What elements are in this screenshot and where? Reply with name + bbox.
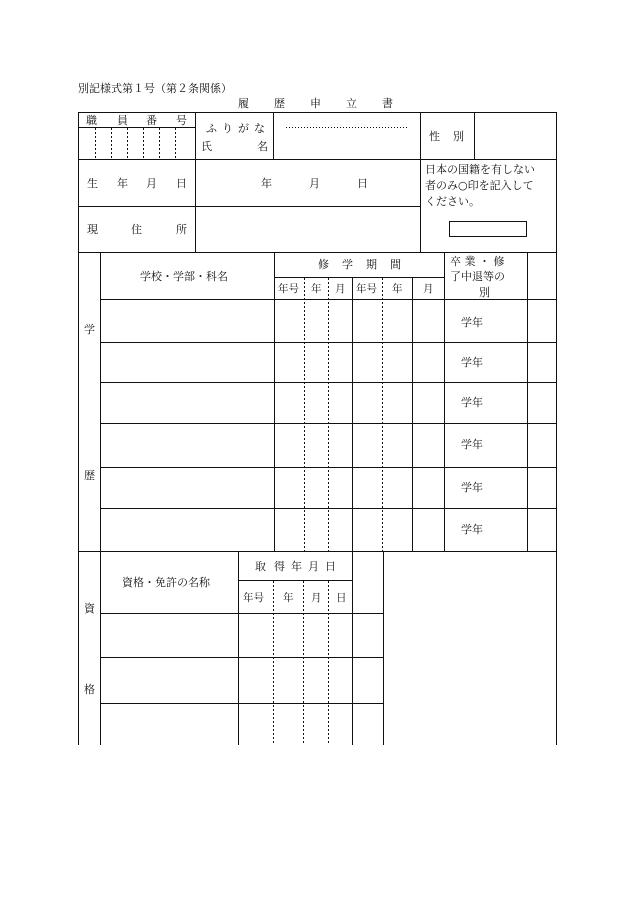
birth-char: 月 — [146, 177, 157, 190]
education-side-label: 学 — [84, 323, 95, 336]
grade-unit: 学年 — [461, 481, 483, 494]
school-name-field[interactable] — [102, 469, 273, 507]
acquisition-char: 月 — [308, 560, 319, 573]
birth-char: 年 — [117, 177, 128, 190]
address-field[interactable] — [197, 208, 419, 251]
qualification-name-field[interactable] — [102, 615, 237, 656]
qualification-name-field[interactable] — [102, 659, 237, 702]
birth-month-unit: 月 — [309, 177, 320, 190]
name-char: 氏 — [201, 140, 212, 153]
staff-number-char: 号 — [176, 114, 187, 127]
nationality-note-line: ください。 — [425, 195, 480, 208]
title-char: 立 — [346, 97, 357, 110]
title-char: 履 — [238, 97, 249, 110]
acquisition-date-field[interactable] — [240, 705, 351, 744]
status-header-line: 了中退等の — [450, 270, 505, 283]
date-subheader-year: 年 — [283, 592, 294, 604]
form-number-label: 別記様式第１号（第２条関係） — [78, 82, 232, 95]
nationality-note-line: 日本の国籍を有しない — [425, 163, 535, 176]
furigana-label: ふりがな — [206, 122, 270, 135]
birth-year-unit: 年 — [261, 177, 272, 190]
staff-number-char: 員 — [117, 114, 128, 127]
nationality-mark-box[interactable] — [450, 222, 526, 236]
period-subheader-month: 月 — [335, 283, 346, 295]
sex-field[interactable] — [476, 114, 555, 158]
period-subheader-year: 年 — [392, 283, 403, 295]
acquisition-date-field[interactable] — [240, 615, 351, 656]
grade-unit: 学年 — [461, 438, 483, 451]
grade-unit: 学年 — [461, 316, 483, 329]
title-char: 歴 — [274, 97, 285, 110]
education-side-label: 歴 — [84, 469, 95, 482]
qualification-side-label: 格 — [84, 683, 95, 696]
address-char: 所 — [176, 223, 187, 236]
address-char: 住 — [131, 223, 142, 236]
school-name-field[interactable] — [102, 344, 273, 381]
period-char: 学 — [342, 258, 353, 271]
qualification-name-field[interactable] — [102, 705, 237, 744]
nationality-note-line: 者のみ○印を記入して — [425, 179, 534, 192]
period-subheader-month: 月 — [423, 283, 434, 295]
qualification-name-header: 資格・免許の名称 — [122, 576, 210, 589]
date-subheader-month: 月 — [311, 592, 322, 604]
school-header: 学校・学部・科名 — [140, 270, 228, 283]
school-name-field[interactable] — [102, 510, 273, 550]
title-char: 書 — [382, 97, 393, 110]
birth-date-field[interactable] — [197, 161, 419, 205]
birth-char: 生 — [87, 177, 98, 190]
school-name-field[interactable] — [102, 301, 273, 341]
acquisition-char: 取 — [255, 560, 266, 573]
school-name-field[interactable] — [102, 384, 273, 422]
period-char: 修 — [318, 258, 329, 271]
sex-char: 性 — [429, 130, 440, 143]
acquisition-date-field[interactable] — [240, 659, 351, 702]
acquisition-char: 得 — [274, 560, 285, 573]
period-subheader-era: 年号 — [278, 283, 299, 295]
qualification-side-label: 資 — [84, 602, 95, 615]
grade-unit: 学年 — [461, 356, 483, 369]
address-char: 現 — [87, 223, 98, 236]
birth-day-unit: 日 — [357, 177, 368, 190]
status-header-line: 別 — [479, 286, 490, 299]
grade-unit: 学年 — [461, 523, 483, 536]
birth-char: 日 — [176, 177, 187, 190]
date-subheader-day: 日 — [336, 592, 347, 604]
staff-number-field[interactable] — [80, 129, 194, 158]
school-name-field[interactable] — [102, 425, 273, 466]
name-field[interactable] — [275, 130, 419, 158]
status-header-line: 卒 業 ・ 修 — [450, 255, 505, 268]
acquisition-char: 日 — [325, 560, 336, 573]
period-subheader-era: 年号 — [356, 283, 377, 295]
name-char: 名 — [257, 140, 268, 153]
period-char: 期 — [366, 258, 377, 271]
period-char: 間 — [390, 258, 401, 271]
staff-number-char: 職 — [86, 114, 97, 127]
grade-unit: 学年 — [461, 396, 483, 409]
date-subheader-era: 年号 — [243, 592, 264, 604]
staff-number-char: 番 — [146, 114, 157, 127]
acquisition-char: 年 — [291, 560, 302, 573]
title-char: 申 — [310, 97, 321, 110]
sex-char: 別 — [453, 130, 464, 143]
period-subheader-year: 年 — [311, 283, 322, 295]
